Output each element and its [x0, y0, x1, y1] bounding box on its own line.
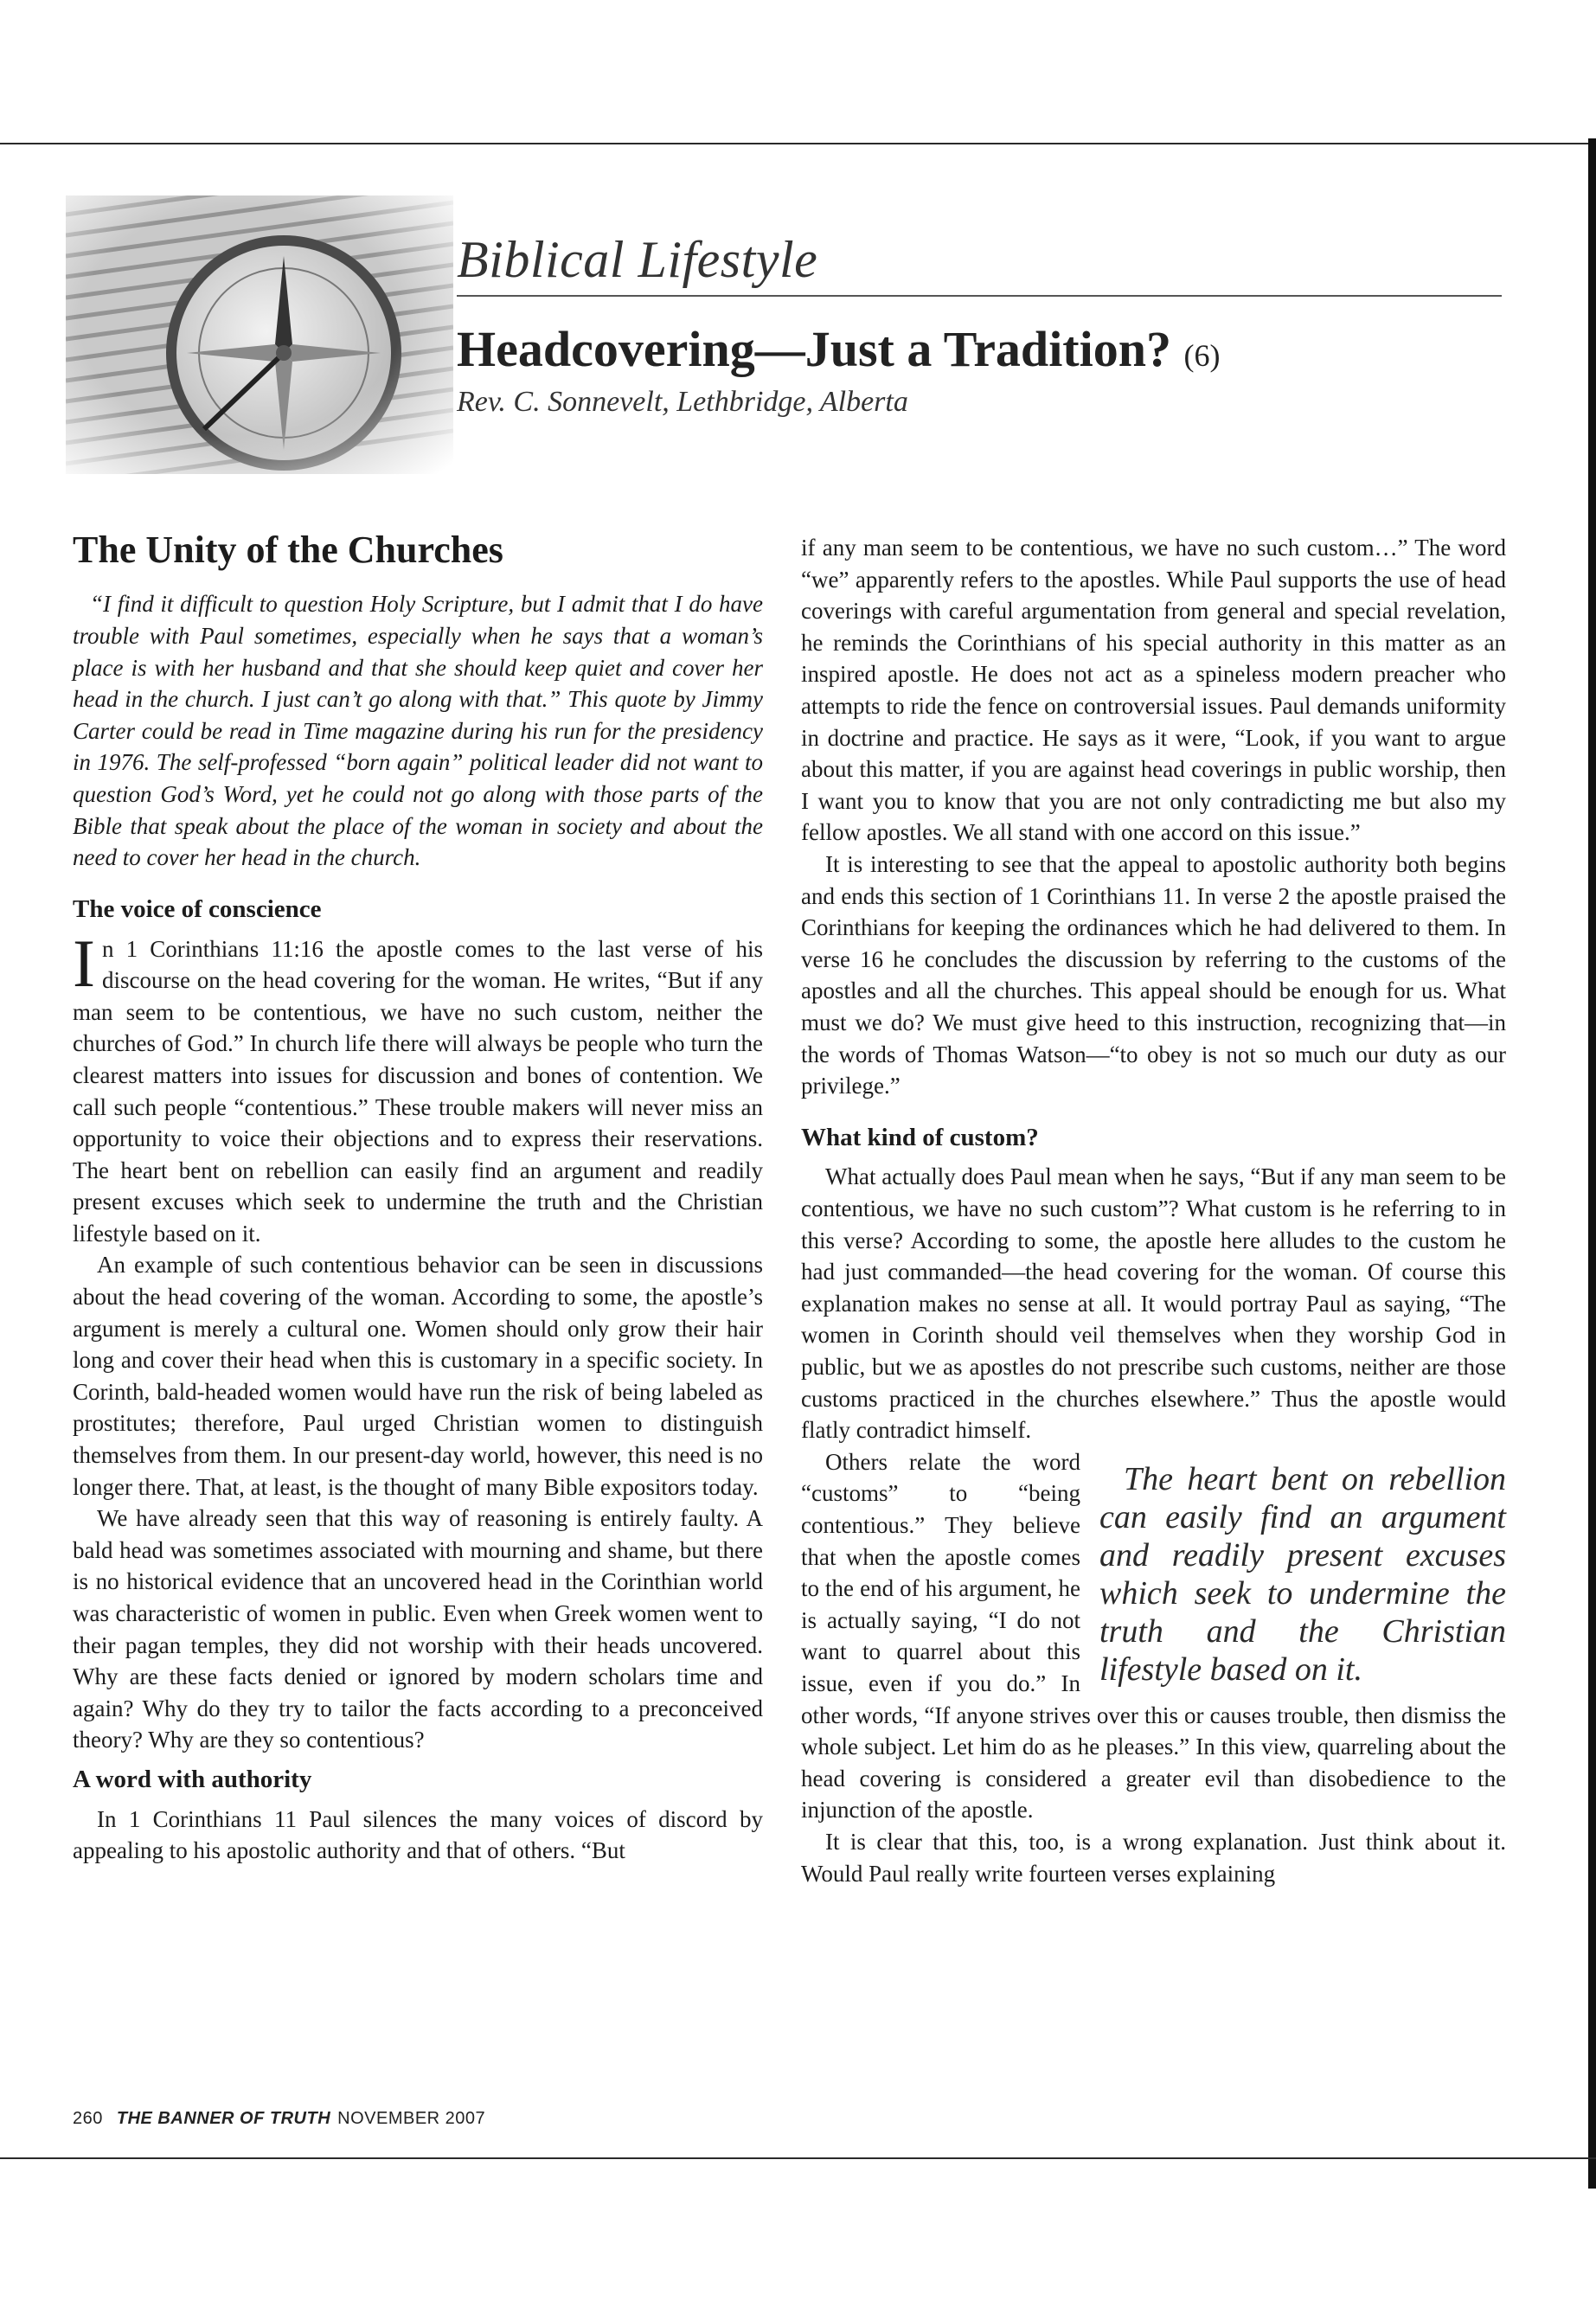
bottom-rule: [0, 2157, 1596, 2159]
paragraph-1-text: n 1 Corinthians 11:16 the apostle comes to the last verse of his discourse on the head covering for the woman. He writes, “But if any man seem to be contentious, we have no such custom, neither the churches of God.” In church life there will always be people who turn the clearest matters into issues for discussion and bones of contention. We call such people “contentious.” These trouble makers will never miss an opportunity to voice their objections and to express their reservations. The heart bent on rebellion can easily find an argument and readily present excuses which seek to undermine the truth and the Christian lifestyle based on it.: [73, 935, 763, 1247]
paragraph-9: It is clear that this, too, is a wrong explanation. Just think about it. Would Paul really write fourteen verses explaining: [801, 1828, 1506, 1887]
page-number: 260: [73, 2109, 103, 2128]
paragraph-8-text: Others relate the word “customs” to “being contentious.” They believe that when the apostle comes to the end of his argument, he is actually saying, “I do not want to quarrel about this issue, even if you do.” In other words, “If anyone strives over this or causes trouble, then dismiss the whole subject. Let him do as he pleases.” In this view, quarreling about the head covering is considered a greater evil than disobedience to the injunction of the apostle.: [801, 1448, 1506, 1823]
subheading-what-kind-of-custom: What kind of custom?: [801, 1123, 1039, 1151]
paragraph-3: We have already seen that this way of reasoning is entirely faulty. A bald head was sometimes associated with mourning and shame, but there is no historical evidence that an uncovered head in the Corinthian world was characteristic of women in public. Even when Greek women went to their pagan temples, they did not worship with their heads uncovered. Why are these facts denied or ignored by modern scholars time and again? Why do they try to tailor the facts according to a preconceived theory? Why are they so contentious?: [73, 1505, 763, 1753]
paragraph-7: [801, 1161, 1506, 1445]
subheading-word-with-authority: A word with authority: [73, 1765, 312, 1793]
paragraph-6: It is interesting to see that the appeal to apostolic authority both begins and ends this section of 1 Corinthians 11. In verse 2 the apostle praised the Corinthians for keeping the ordinances which he had delivered to them. In verse 16 he concludes the discussion by referring to the customs of the apostles and all the churches. This appeal should be enough for us. What must we do? We must give heed to this instruction, recognizing that—in the words of Thomas Watson—“to obey is not so much our duty as our privilege.”: [801, 850, 1506, 1099]
title-rule: [457, 295, 1502, 297]
article-title-text: Headcovering—Just a Tradition?: [457, 321, 1171, 377]
paragraph-8: [801, 1446, 1506, 1826]
intro-quote: “I find it difficult to question Holy Scripture, but I admit that I do have trouble with Paul sometimes, especially when he says that a woman’s place is with her husband and that she should keep quiet and cover her head in the church. I just can’t go along with that.” This quote by Jimmy Carter could be read in Time magazine during his run for the presidency in 1976. The self-professed “born again” political leader did not want to question God’s Word, yet he could not go along with those parts of the Bible that speak about the place of the woman in society and about the need to cover her head in the church.: [73, 591, 763, 871]
page-edge-shadow: [1588, 138, 1596, 2189]
paragraph-7-text: What actually does Paul mean when he says, “But if any man seem to be contentious, we have no such custom”? What custom is he referring to in this verse? According to some, the apostle here alludes to the custom he had just commanded—the head covering for the woman. Of course this explanation makes no sense at all. It would portray Paul as saying, “The women in Corinth should veil themselves when they worship God in public, but we as apostles do not prescribe such customs, neither are those customs practiced in the churches elsewhere.” Thus the apostle would flatly contradict himself.: [801, 1163, 1506, 1444]
page-footer: [73, 2109, 485, 2129]
paragraph-4: In 1 Corinthians 11 Paul silences the many voices of discord by appealing to his apostolic authority and that of others. “But: [73, 1805, 763, 1864]
compass-on-bible-image: [66, 195, 453, 474]
right-column: [801, 532, 1506, 1889]
paragraph-1: [73, 925, 763, 1250]
article-title: [457, 320, 1220, 378]
drop-cap: I: [73, 925, 95, 1001]
article-heading: The Unity of the Churches: [73, 529, 503, 571]
magazine-name: THE BANNER OF TRUTH: [116, 2109, 331, 2128]
subheading-voice-of-conscience: The voice of conscience: [73, 894, 322, 923]
issue-date: NOVEMBER 2007: [337, 2109, 486, 2128]
pull-quote: The heart bent on rebellion can easily find an argument and readily present excuses which seek to undermine the truth and the Christian lifestyle based on it.: [1099, 1460, 1506, 1688]
part-number: (6): [1183, 338, 1221, 373]
left-column: [73, 529, 763, 1867]
top-rule: [0, 143, 1596, 144]
byline: Rev. C. Sonnevelt, Lethbridge, Alberta: [457, 386, 908, 418]
section-title: Biblical Lifestyle: [457, 231, 818, 288]
paragraph-5: if any man seem to be contentious, we have no such custom…” The word “we” apparently refers to the apostles. While Paul supports the use of head coverings with careful argumentation from general and special revelation, he reminds the Corinthians of his special authority in this matter as an inspired apostle. He does not act as a spineless modern preacher who attempts to ride the fence on controversial issues. Paul demands uniformity in doctrine and practice. He says as it were, “Look, if you want to argue about this matter, if you are against head coverings in public worship, then I want you to know that you are not only contradicting me but also my fellow apostles. We all stand with one accord on this issue.”: [801, 535, 1506, 846]
paragraph-2: An example of such contentious behavior can be seen in discussions about the head covering of the woman. According to some, the apostle’s argument is merely a cultural one. Women should only grow their hair long and cover their head when this is customary in a specific society. In Corinth, bald-headed women would have run the risk of being labeled as prostitutes; therefore, Paul urged Christian women to distinguish themselves from them. In our present-day world, however, this need is no longer there. That, at least, is the thought of many Bible expositors today.: [73, 1252, 763, 1500]
